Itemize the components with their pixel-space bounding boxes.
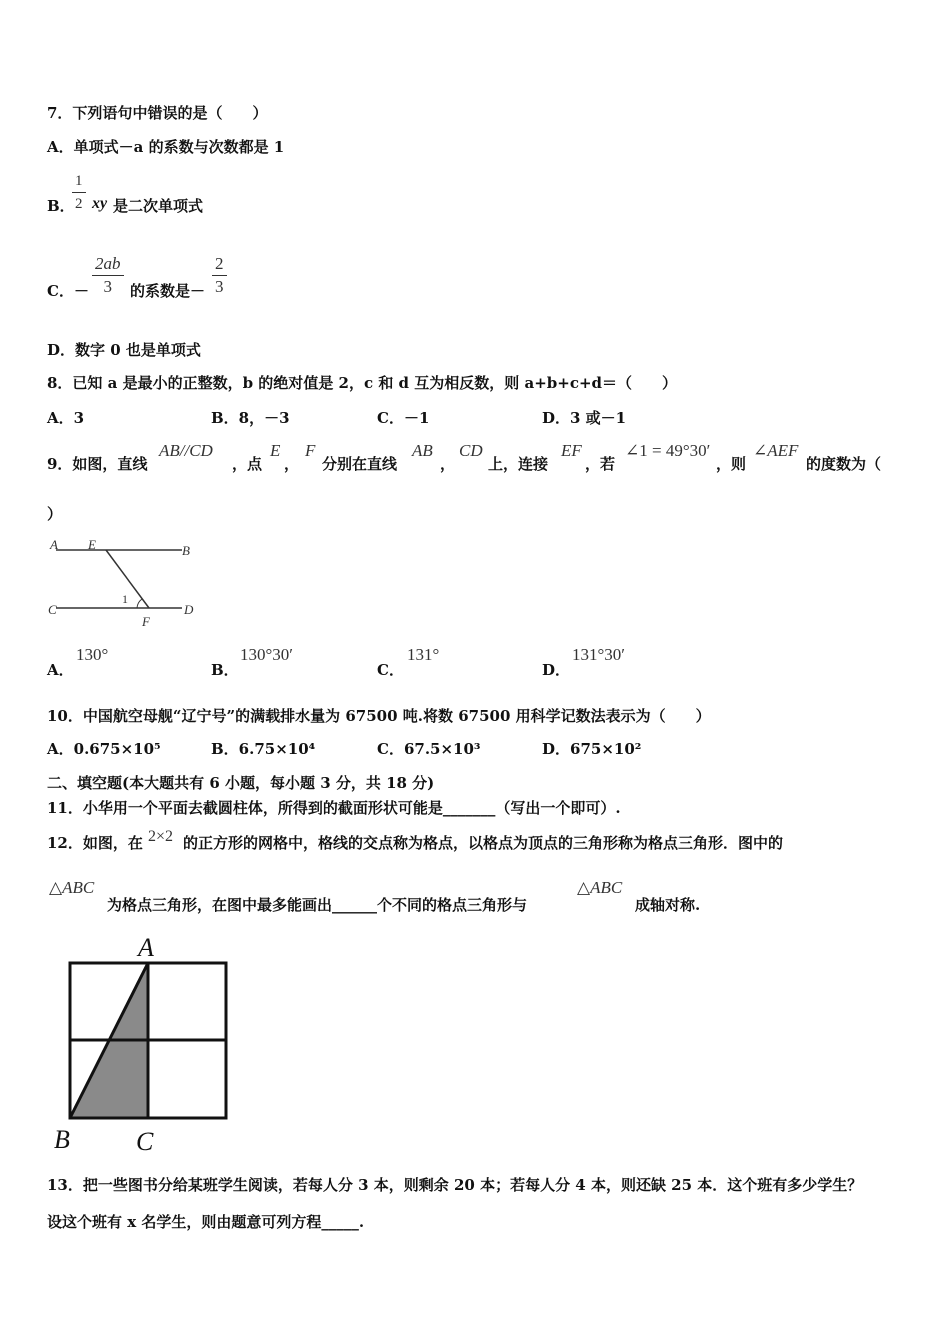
q10-option-a: A．0.675×10⁵ [47,740,161,758]
label-c: C [136,1127,154,1155]
q9-math-cd: CD [459,441,483,460]
label-d: D [184,602,194,617]
q11-stem: 11．小华用一个平面去截圆柱体，所得到的截面形状可能是_______（写出一个即可）. [47,799,621,817]
q7-option-b-fraction [72,170,86,215]
q13-line-1: 13．把一些图书分给某班学生阅读，若每人分 3 本，则剩余 20 本；若每人分 4 本，则还缺 25 本．这个班有多少学生？ [47,1176,863,1194]
q7-c-numerator: 2ab [92,253,124,276]
q9-math-ab-parallel-cd: AB//CD [159,441,213,460]
q12-math-2x2: 2×2 [148,828,174,845]
q12-stem-2: 的正方形的网格中，格线的交点称为格点，以格点为顶点的三角形称为格点三角形．图中的 [183,834,784,852]
q9-stem-2: ，点 [232,455,263,473]
angle-1-arc [137,599,142,608]
q9-stem-4: 分别在直线 [322,455,398,473]
q7-b-numerator: 1 [72,170,86,193]
q9-math-ef: EF [561,441,582,460]
q7-c-denominator-2: 3 [215,277,224,296]
q10-option-b: B．6.75×10⁴ [211,740,316,758]
q9-figure [44,532,214,632]
q10-stem: 10．中国航空母舰“辽宁号”的满载排水量为 67500 吨.将数 67500 用科学记数法表示为（ ） [47,707,711,725]
q9-option-c-value: 131° [407,645,440,664]
q12-stem-1: 12．如图，在 [47,834,143,852]
q9-math-angle-aef: ∠AEF [753,441,799,460]
q10-option-c: C．67.5×10³ [377,740,481,758]
q7-option-d: D．数字 0 也是单项式 [47,341,201,359]
q7-b-variable: xy [92,195,108,212]
q7-option-b-text: 是二次单项式 [113,197,204,215]
q13-line-2: 设这个班有 x 名学生，则由题意可列方程_____. [47,1213,365,1231]
q9-math-f: F [305,441,316,460]
q12-math-triangle-abc: △ABC [49,878,95,897]
label-c: C [48,602,57,617]
q7-option-b-label: B． [47,197,75,215]
q7-stem: 7．下列语句中错误的是（ ） [47,104,268,122]
q9-option-d-label: D． [542,661,571,679]
q9-option-d-value: 131°30′ [572,645,626,664]
q9-stem-7: ，若 [585,455,616,473]
q8-option-a: A．3 [47,409,85,427]
q7-option-c-text: 的系数是－ [130,282,206,300]
q9-stem-8: ，则 [716,455,747,473]
q12-stem-3: 为格点三角形，在图中最多能画出______个不同的格点三角形与 [107,896,528,914]
q9-stem-3: ， [284,455,300,473]
q9-math-e: E [270,441,281,460]
q7-option-c-fraction [92,253,124,298]
label-a: A [138,933,154,962]
q9-stem-5: ， [440,455,456,473]
q9-stem-1: 9．如图，直线 [47,455,148,473]
label-a: A [50,537,58,552]
label-b: B [182,543,190,558]
label-e: E [88,537,96,552]
q9-option-b-value: 130°30′ [240,645,294,664]
q9-stem-9: 的度数为（ [806,455,882,473]
q8-option-c: C．－1 [377,409,430,427]
q9-option-a-value: 130° [76,645,109,664]
q7-b-denominator: 2 [75,196,83,212]
q8-stem: 8．已知 a 是最小的正整数，b 的绝对值是 2，c 和 d 互为相反数，则 a+b+c+d＝（ ） [47,374,678,392]
q12-stem-4: 成轴对称. [635,896,701,914]
q9-math-angle-1: ∠1 = 49°30′ [625,441,711,460]
q7-c-denominator: 3 [103,277,112,296]
q8-option-d: D．3 或－1 [542,409,627,427]
label-b: B [54,1125,70,1154]
q12-math-triangle-abc-2: △ABC [577,878,623,897]
q9-option-c-label: C． [377,661,404,679]
q9-option-b-label: B． [211,661,239,679]
label-f: F [142,614,150,629]
q7-c-numerator-2: 2 [212,253,227,276]
q7-option-a: A．单项式－a 的系数与次数都是 1 [47,138,285,156]
q12-figure [50,930,240,1155]
q8-option-b: B．8，－3 [211,409,290,427]
q10-option-d: D．675×10² [542,740,642,758]
q9-stem-close: ） [47,505,63,523]
label-angle-1: 1 [122,592,128,606]
q7-option-c-fraction-2 [212,253,227,298]
q7-option-c-label: C．－ [47,282,89,300]
q9-option-a-label: A． [47,661,74,679]
q9-stem-6: 上，连接 [488,455,549,473]
section-2-heading: 二、填空题(本大题共有 6 小题，每小题 3 分，共 18 分) [47,774,435,792]
q9-math-ab: AB [412,441,433,460]
